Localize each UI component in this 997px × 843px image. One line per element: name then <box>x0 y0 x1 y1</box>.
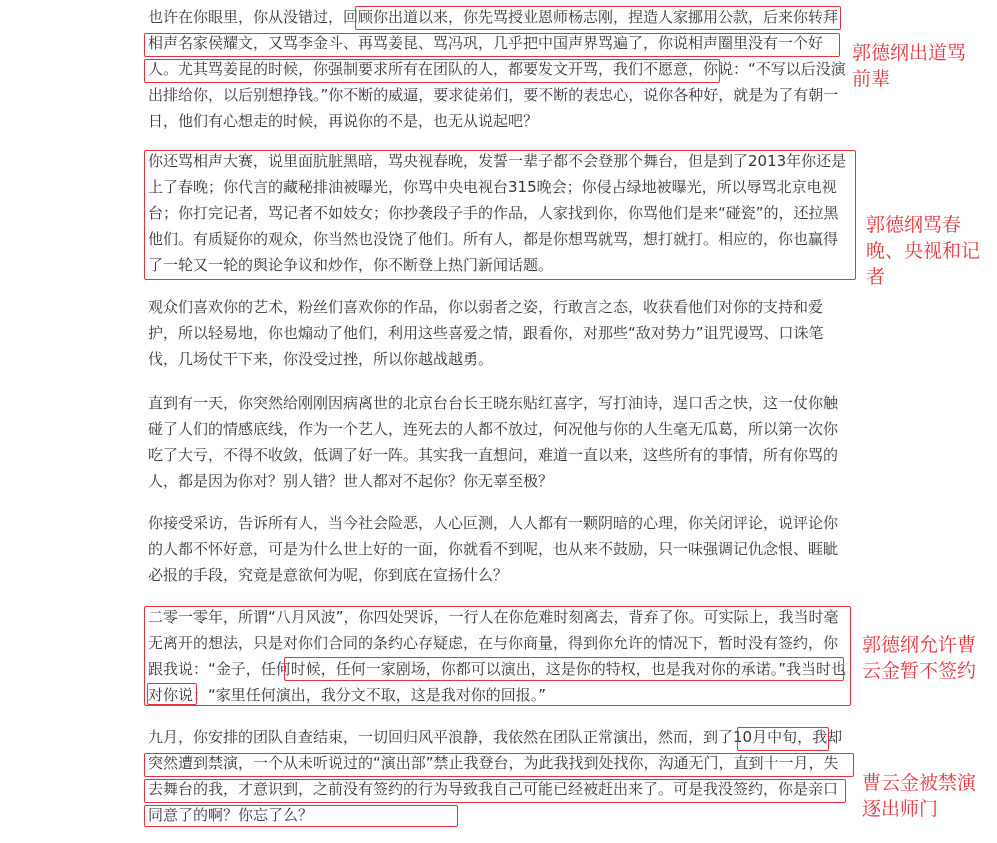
annotation-1: 郭德纲出道骂前辈 <box>852 42 967 90</box>
annotation-2: 郭德纲骂春晚、央视和记者 <box>866 214 981 288</box>
paragraph-2: 你还骂相声大赛，说里面肮脏黑暗，骂央视春晚，发誓一辈子都不会登那个舞台，但是到了2013年你还是上了春晚；你代言的藏秘排油被曝光，你骂中央电视台315晚会；你侵占绿地被曝光，所以辱骂北京电视台；你打完记者，骂记者不如妓女；你抄袭段子手的作品，人家找到你，你骂他们是来“碰瓷”的，还拉黑他们。有质疑你的观众，你当然也没饶了他们。所有人，都是你想骂就骂，想打就打。相应的，你也赢得了一轮又一轮的舆论争议和炒作，你不断登上热门新闻话题。 <box>148 152 847 274</box>
paragraph-1: 也许在你眼里，你从没错过，回顾你出道以来，你先骂授业恩师杨志刚，捏造人家挪用公款，后来你转拜相声名家侯耀文，又骂李金斗、再骂姜昆、骂冯巩，几乎把中国声界骂遍了，你说相声圈里没有一个好人。尤其骂姜昆的时候，你强制要求所有在团队的人，都要发文开骂，我们不愿意，你说：“不写以后没演出排给你，以后别想挣钱。”你不断的威逼，要求徒弟们，要不断的表忠心，说你各种好，就是为了有朝一日，他们有心想走的时候，再说你的不是，也无从说起吧？ <box>148 8 846 130</box>
paragraph-4: 直到有一天，你突然给刚刚因病离世的北京台台长王晓东贴红喜字，写打油诗，逞口舌之快，这一仗你触碰了人们的情感底线，作为一个艺人，连死去的人都不放过，何况他与你的人生毫无瓜葛，所以第一次你吃了大亏，不得不收敛，低调了好一阵。其实我一直想问，难道一直以来，这些所有的事情，所有你骂的人，都是因为你对？别人错？世人都对不起你？你无辜至极？ <box>148 394 839 490</box>
paragraph-6: 二零一零年，所谓“八月风波”，你四处哭诉，一行人在你危难时刻离去，背弃了你。可实际上，我当时毫无离开的想法，只是对你们合同的条约心存疑虑，在与你商量，得到你允许的情况下，暂时没有签约，你跟我说：“金子，任何时候，任何一家剧场，你都可以演出，这是你的特权，也是我对你的承诺。”我当时也对你说：“家里任何演出，我分文不取，这是我对你的回报。” <box>148 608 847 704</box>
paragraph-5: 你接受采访，告诉所有人，当今社会险恶，人心叵测，人人都有一颗阴暗的心理，你关闭评论，说评论你的人都不怀好意，可是为什么世上好的一面，你就看不到呢，也从来不鼓励，只一味强调记仇念恨、睚眦必报的手段，究竟是意欲何为呢，你到底在宣扬什么？ <box>148 514 839 584</box>
annotation-4: 曹云金被禁演逐出师门 <box>862 772 977 820</box>
paragraph-7: 九月，你安排的团队自查结束，一切回归风平浪静，我依然在团队正常演出，然而，到了10月中旬，我却突然遭到禁演，一个从未听说过的“演出部”禁止我登台，为此我找到处找你，沟通无门，直到十一月，失去舞台的我，才意识到，之前没有签约的行为导致我自己可能已经被赶出来了。可是我没签约，你是亲口同意了的啊？你忘了么？ <box>148 728 843 824</box>
annotation-3: 郭德纲允许曹云金暂不签约 <box>862 634 977 682</box>
paragraph-3: 观众们喜欢你的艺术，粉丝们喜欢你的作品，你以弱者之姿，行敢言之态，收获看他们对你的支持和爱护，所以轻易地，你也煽动了他们，利用这些喜爱之情，跟看你，对那些“敌对势力”诅咒谩骂、口诛笔伐，几场仗干下来，你没受过挫，所以你越战越勇。 <box>148 298 824 368</box>
